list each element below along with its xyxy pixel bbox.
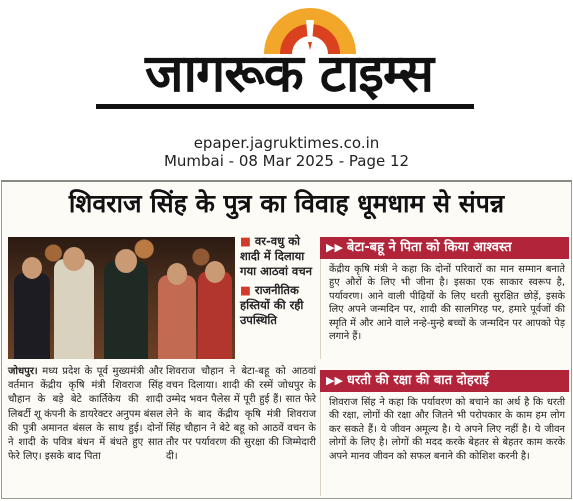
dateline: जोधपुर।: [8, 366, 38, 377]
news-clipping: [1, 180, 572, 499]
sidebar-box-2: [320, 370, 569, 496]
double-arrow-icon: ▶▶: [326, 241, 343, 254]
photo-person-2: [54, 259, 94, 359]
sidebar-box-1-title: बेटा-बहू ने पिता को किया आश्वस्त: [346, 240, 512, 255]
sidebar-box-1: [320, 237, 569, 359]
photo-head-3: [115, 249, 137, 273]
article-highlights: [240, 234, 315, 360]
double-arrow-icon: ▶▶: [326, 374, 343, 387]
brand-underline: [96, 104, 474, 109]
photo-head-1: [22, 257, 42, 279]
sidebar-box-2-banner: [320, 370, 569, 392]
sidebar-box-2-text: शिवराज सिंह ने कहा कि पर्यावरण को बचाने का अर्थ है कि धरती की रक्षा, लोगों की रक्षा और जितने भी परोपकार के काम हम लोग कर सकते हैं। ये जीवन अमूल्य है। ये अपने लिए नहीं है। ये जीवन लोगों के लिए है। लोगों की मदद करके बेहतर से बेहतर काम करके अपने मानव जीवन को सफल बनाने की कोशिश करनी है।: [320, 392, 569, 496]
article-text-1: मध्य प्रदेश के पूर्व मुख्यमंत्री और वर्तमान केंद्रीय कृषि मंत्री शिवराज सिंह चौहान के बड़े बेटे कार्तिकेय की शादी लिबर्टी शू कंपनी के डायरेक्टर अनुपम बंसल की पुत्री अमानत बंसल के साथ हुई। दोनों ने शादी के पवित्र बंधन में बंधते हुए सात फेरे लिए। इसके बाद पिता: [8, 366, 163, 463]
photo-head-5: [205, 261, 225, 283]
masthead: [0, 0, 573, 130]
photo-head-2: [63, 247, 85, 271]
photo-person-4: [158, 275, 196, 359]
photo-head-4: [167, 263, 187, 285]
highlight-item: ■ राजनीतिक हस्तियों की रही उपस्थिति: [240, 283, 304, 327]
article-column-2: शिवराज चौहान ने बेटा-बहू को आठवां वचन दिलाया। शादी की रस्में जोधपुर के उम्मेद भवन पैलेस में पूरी हुई हैं। सात फेरे लेने के बाद केंद्रीय कृषि मंत्री शिवराज सिंह चौहान ने बेटे बहू को आठवें वचन के तौर पर पर्यावरण की सुरक्षा की जिम्मेदारी दी।: [166, 366, 316, 463]
bullet-square-icon: ■: [240, 234, 255, 248]
brand-name: जागरूक टाइम्स: [144, 44, 434, 104]
wedding-photo: [8, 237, 235, 359]
article-column-1: [8, 365, 163, 464]
article-headline: शिवराज सिंह के पुत्र का विवाह धूमधाम से संपन्न: [68, 189, 505, 218]
sidebar-box-1-text: केंद्रीय कृषि मंत्री ने कहा कि दोनों परिवारों का मान सम्मान बनाते हुए औरों के लिए भी जीना है। इसका एक साकार स्वरूप है, पर्यावरण। आने वाली पीढ़ियों के लिए धरती सुरक्षित छोड़ें, इसके लिए अपने जन्मदिन पर, शादी की सालगिरह पर, हमारे पूर्वजों की स्मृति में और आने वाले नन्हे-मुन्हे बच्चों के जन्मदिन पर आपको पेड़ लगाने हैं।: [320, 259, 569, 359]
photo-person-1: [14, 273, 50, 359]
sidebar-box-1-banner: [320, 237, 569, 259]
epaper-url[interactable]: epaper.jagruktimes.co.in: [193, 134, 380, 152]
sidebar-box-2-title: धरती की रक्षा की बात दोहराई: [346, 373, 489, 388]
highlight-item: ■ वर-वधु को शादी में दिलाया गया आठवां वचन: [240, 234, 313, 278]
bullet-square-icon: ■: [240, 283, 255, 297]
edition-line: Mumbai - 08 Mar 2025 - Page 12: [163, 152, 410, 170]
photo-person-5: [198, 271, 232, 359]
photo-person-3: [104, 261, 148, 359]
